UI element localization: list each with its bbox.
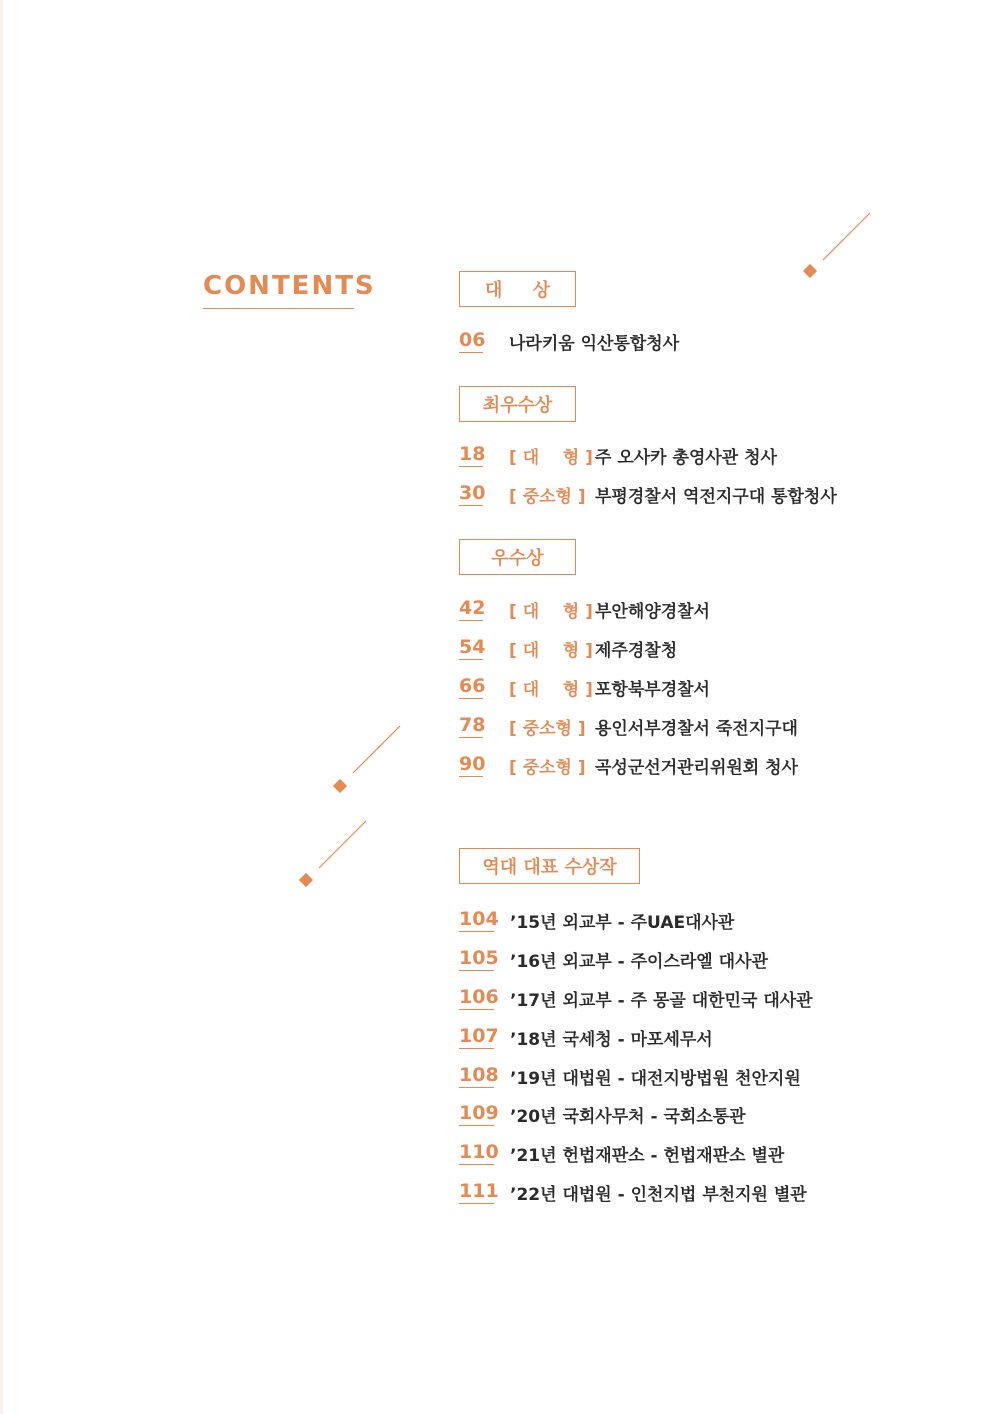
toc-entry[interactable] xyxy=(459,441,777,469)
page-number: 18 xyxy=(459,443,486,465)
section-label-choiusu: 최우수상 xyxy=(459,386,576,422)
page-number: 90 xyxy=(459,753,486,775)
toc-entry[interactable] xyxy=(459,712,798,740)
toc-entry[interactable] xyxy=(459,751,798,779)
toc-entry[interactable] xyxy=(459,1023,713,1051)
toc-entry[interactable] xyxy=(459,945,768,973)
decor-mark-lower-left xyxy=(299,821,366,887)
page-number: 108 xyxy=(459,1064,499,1086)
entry-title: ’22년 대법원 - 인천지법 부천지원 별관 xyxy=(510,1184,807,1205)
entry-title: ’21년 헌법재판소 - 헌법재판소 별관 xyxy=(510,1145,785,1166)
page-number: 111 xyxy=(459,1180,499,1202)
decor-mark-top-right xyxy=(803,213,870,278)
page-number: 54 xyxy=(459,636,486,658)
entry-title: 포항북부경찰서 xyxy=(595,679,710,700)
toc-entry[interactable] xyxy=(459,634,677,662)
page-number: 107 xyxy=(459,1025,499,1047)
page-number: 109 xyxy=(459,1102,499,1124)
page-number: 110 xyxy=(459,1141,499,1163)
toc-entry[interactable] xyxy=(459,1062,801,1090)
entry-category: [ 중소형 ] xyxy=(509,486,586,507)
entry-title: 부평경찰서 역전지구대 통합청사 xyxy=(595,486,837,507)
entry-title: 제주경찰청 xyxy=(595,640,678,661)
toc-entry[interactable] xyxy=(459,595,710,623)
page-number: 104 xyxy=(459,908,499,930)
entry-category: [ 대 형 ] xyxy=(509,679,593,700)
entry-title: ’20년 국회사무처 - 국회소통관 xyxy=(510,1106,746,1127)
entry-title: 나라키움 익산통합청사 xyxy=(509,333,680,354)
toc-entry[interactable] xyxy=(459,327,679,355)
toc-entry[interactable] xyxy=(459,480,837,508)
toc-entry[interactable] xyxy=(459,673,710,701)
entry-category: [ 대 형 ] xyxy=(509,447,593,468)
decor-mark-mid-left xyxy=(333,726,400,793)
toc-entry[interactable] xyxy=(459,906,734,934)
toc-entry[interactable] xyxy=(459,1139,784,1167)
contents-title: CONTENTS xyxy=(203,271,354,309)
entry-category: [ 대 형 ] xyxy=(509,640,593,661)
page-number: 06 xyxy=(459,329,486,351)
page-number: 106 xyxy=(459,986,499,1008)
section-label-daesang: 대 상 xyxy=(459,271,576,307)
toc-entry[interactable] xyxy=(459,1178,807,1206)
entry-title: 용인서부경찰서 죽전지구대 xyxy=(595,718,798,739)
entry-title: 곡성군선거관리위원회 청사 xyxy=(595,757,798,778)
page-number: 105 xyxy=(459,947,499,969)
section-label-usu: 우수상 xyxy=(459,539,576,575)
section-label-history: 역대 대표 수상작 xyxy=(459,848,640,884)
entry-category: [ 중소형 ] xyxy=(509,718,586,739)
entry-category: [ 대 형 ] xyxy=(509,601,593,622)
entry-title: ’19년 대법원 - 대전지방법원 천안지원 xyxy=(510,1068,801,1089)
toc-entry[interactable] xyxy=(459,984,813,1012)
page-number: 66 xyxy=(459,675,486,697)
entry-category: [ 중소형 ] xyxy=(509,757,586,778)
page-number: 78 xyxy=(459,714,486,736)
entry-title: ’16년 외교부 - 주이스라엘 대사관 xyxy=(510,951,768,972)
page-number: 30 xyxy=(459,482,486,504)
toc-entry[interactable] xyxy=(459,1100,746,1128)
entry-title: ’18년 국세청 - 마포세무서 xyxy=(510,1029,713,1050)
page-number: 42 xyxy=(459,597,486,619)
entry-title: ’17년 외교부 - 주 몽골 대한민국 대사관 xyxy=(510,990,813,1011)
entry-title: ’15년 외교부 - 주UAE대사관 xyxy=(510,912,735,933)
entry-title: 부안해양경찰서 xyxy=(595,601,710,622)
entry-title: 주 오사카 총영사관 청사 xyxy=(595,447,777,468)
